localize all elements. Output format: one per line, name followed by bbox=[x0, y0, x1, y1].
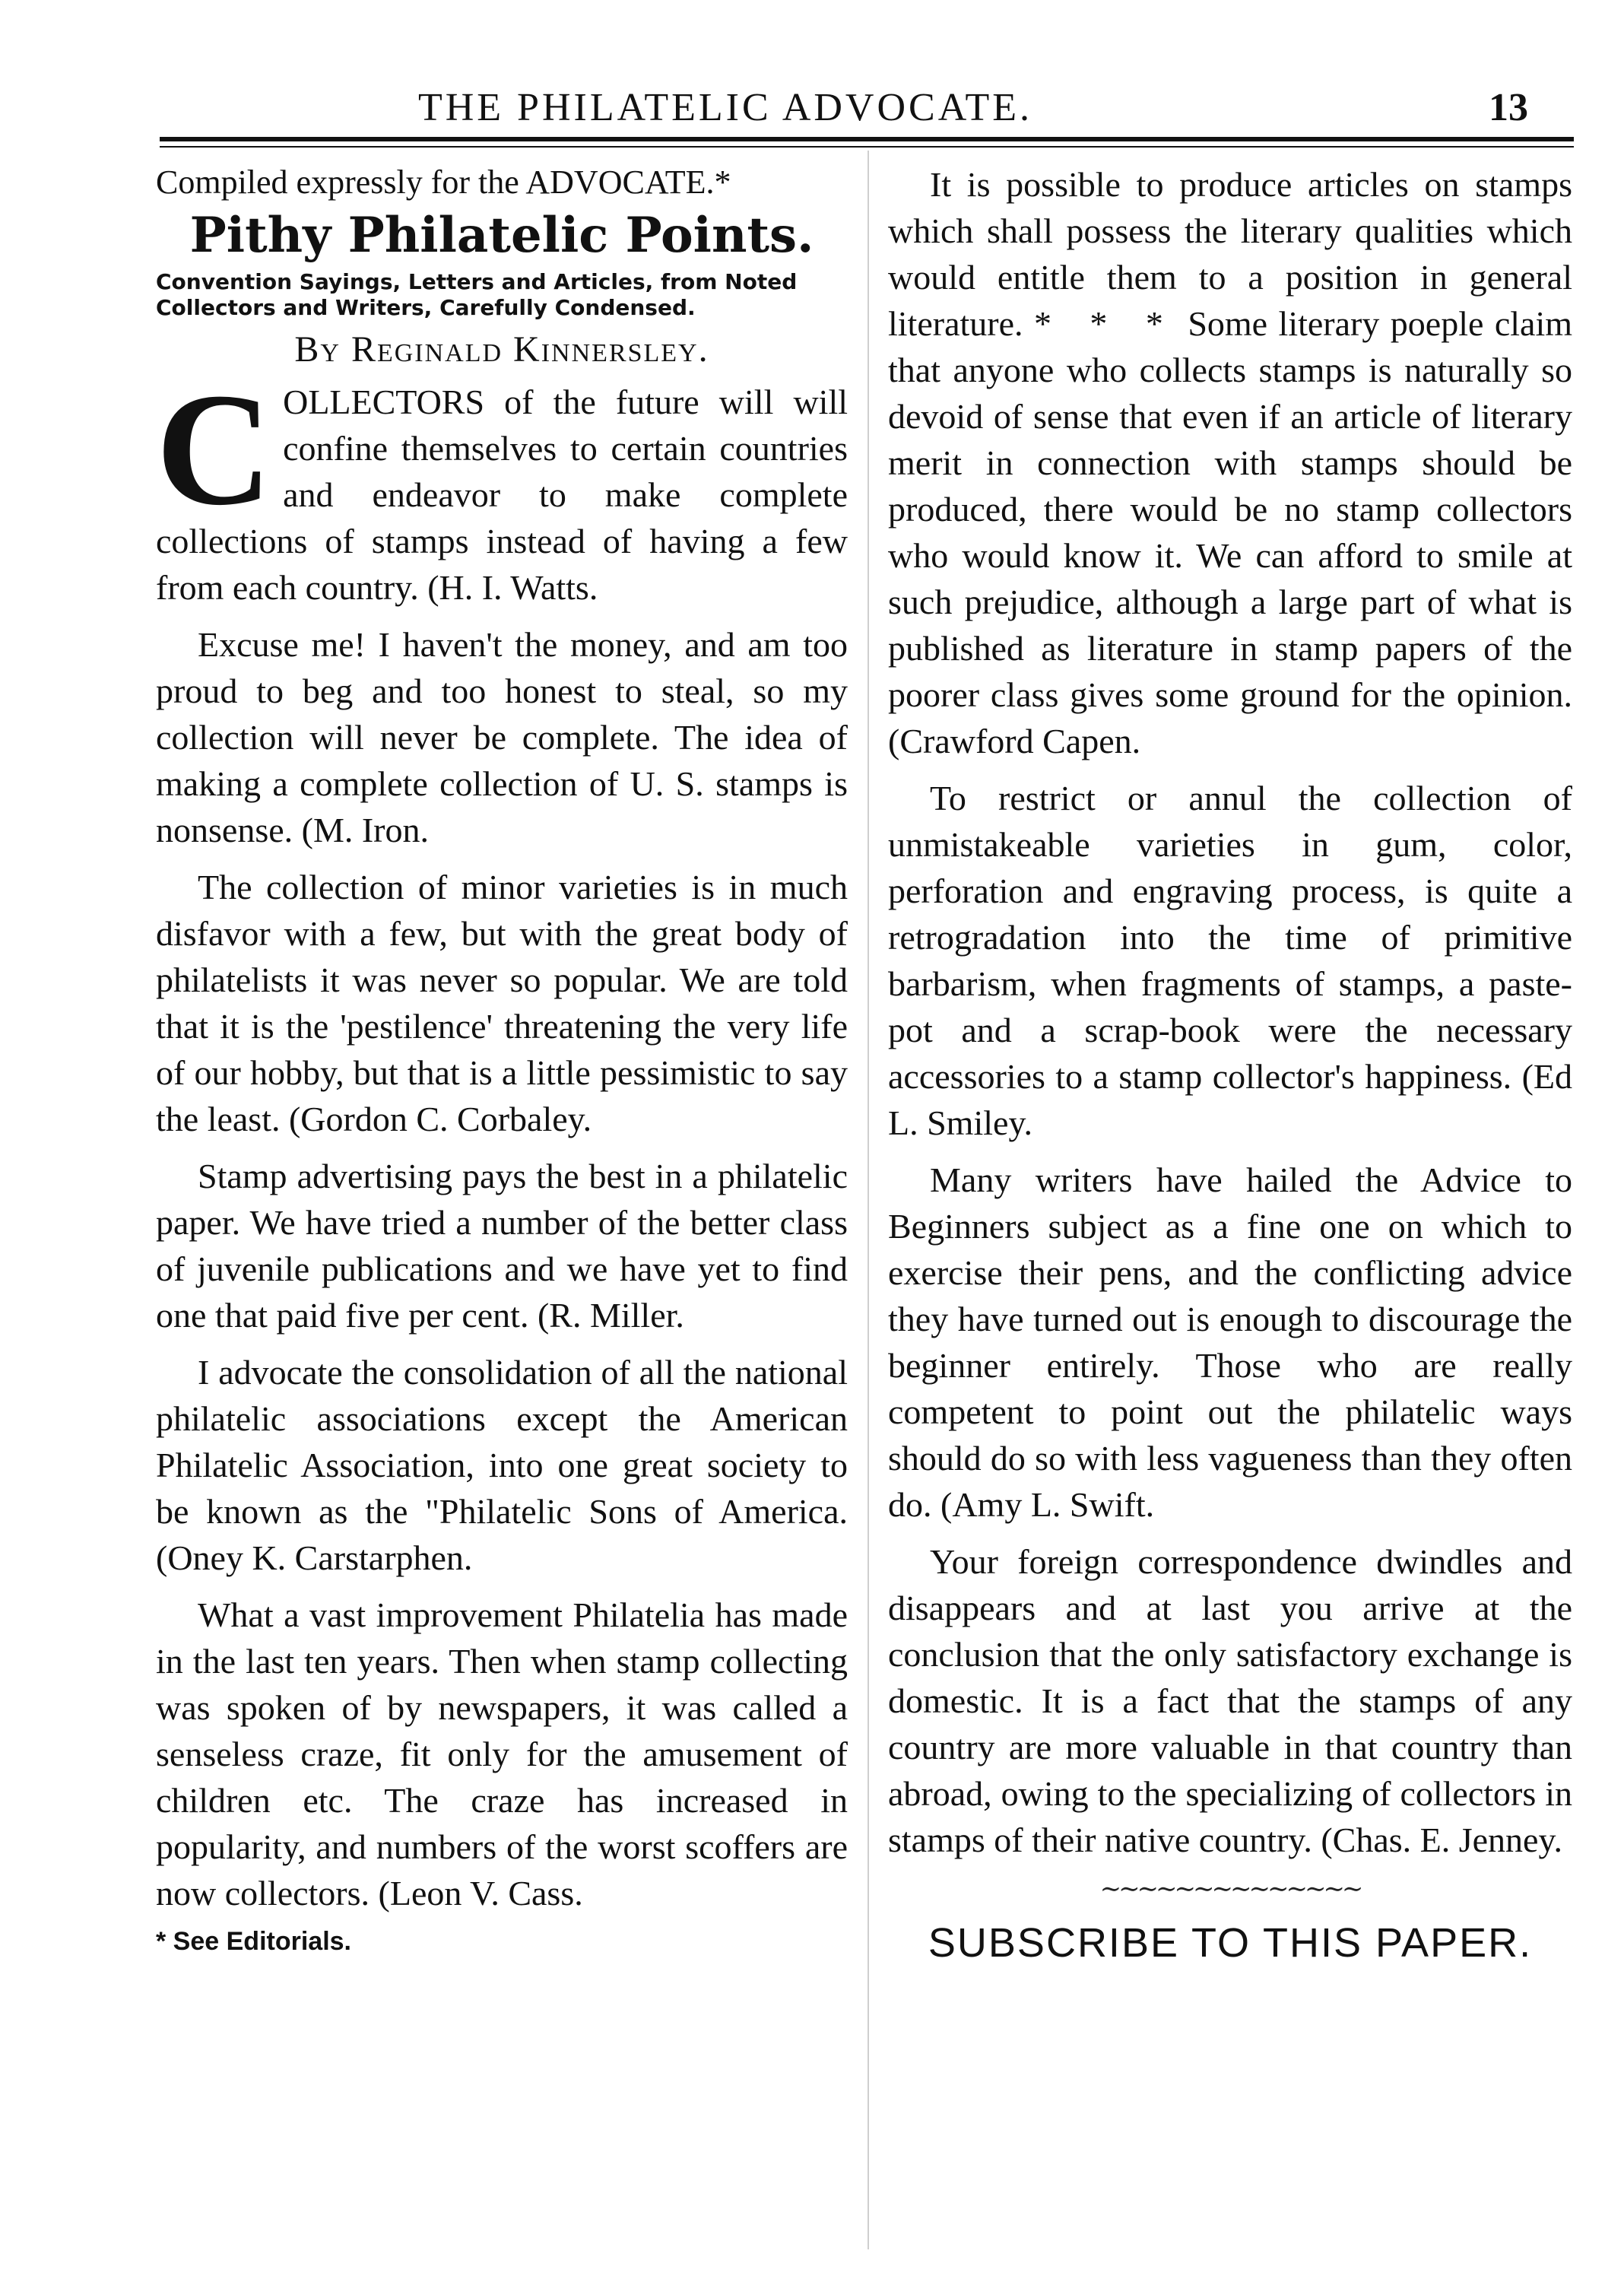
paragraph-swift: Many writers have hailed the Advice to Beginners subject as a fine one on which to exercise their pens, and the conflicting advice they have turned out is enough to discourage the beginner entirely. Those who are really competent to point out the philatelic ways should do so with less vagueness than they often do. (Amy L. Swift. bbox=[888, 1160, 1572, 1524]
paragraph-miller: Stamp advertising pays the best in a philatelic paper. We have tried a number of the better class of juvenile publications and we have yet to find one that paid five per cent. (R. Miller. bbox=[156, 1157, 848, 1335]
asterism: * * * bbox=[1033, 304, 1177, 343]
paragraph-text-cont: Some literary poeple claim that anyone who collects stamps is naturally so devoid of sense that even if an article of literary merit in connection with stamps should be produced, there would be no stamp collectors who would know it. We can afford to smile at such prejudice, although a large part of what is published as literature in stamp papers of the poorer class gives some ground for the opinion. (Crawford Capen. bbox=[888, 304, 1573, 760]
compiled-note: Compiled expressly for the ADVOCATE.* bbox=[156, 163, 731, 201]
article-byline: By Reginald Kinnersley. bbox=[294, 329, 709, 370]
paragraph-capen bbox=[888, 161, 1572, 764]
paragraph-iron: Excuse me! I haven't the money, and am too proud to beg and too honest to steal, so my collection will never be complete. The idea of making a complete collection of U. S. stamps is nonsense. (M. Iron. bbox=[156, 625, 848, 849]
header-rule-thin bbox=[160, 146, 1574, 148]
article-subhead: Convention Sayings, Letters and Articles, from Noted Collectors and Writers, Carefully Condensed. bbox=[156, 269, 798, 320]
footnote: * See Editorials. bbox=[156, 1927, 351, 1956]
paragraph-cass: What a vast improvement Philatelia has made in the last ten years. Then when stamp collecting was spoken of by newspapers, it was called a senseless craze, fit only for the amusement of children etc. The craze has increased in popularity, and numbers of the worst scoffers are now collectors. (Leon V. Cass. bbox=[156, 1595, 848, 1912]
paragraph-corbaley: The collection of minor varieties is in much disfavor with a few, but with the great body of philatelists it was never so popular. We are told that it is the 'pestilence' threatening the very life of our hobby, but that is a little pessimistic to say the least. (Gordon C. Corbaley. bbox=[156, 868, 848, 1138]
paragraph-text: It is possible to produce articles on stamps which shall possess the literary qualities which would entitle them to a position in general literature. bbox=[888, 165, 1572, 343]
subscribe-notice: SUBSCRIBE TO THIS PAPER. bbox=[928, 1920, 1533, 1966]
drop-cap: C bbox=[156, 360, 273, 538]
paragraph-text: OLLECTORS of the future will will confine themselves to certain countries and endeavor to make complete collections of stamps instead of having a few from each country. (H. I. Watts. bbox=[156, 382, 848, 607]
right-column bbox=[888, 161, 1572, 1966]
paragraph-smiley: To restrict or annul the collection of unmistakeable varieties in gum, color, perforation and engraving process, is quite a retrogradation into the time of primitive barbarism, when fragments of stamps, a paste-pot and a scrap-book were the necessary accessories to a stamp collector's happiness. (Ed L. Smiley. bbox=[888, 779, 1572, 1142]
paragraph-watts bbox=[156, 360, 848, 611]
wavy-ornament: ∼∼∼∼∼∼∼∼∼∼∼∼∼∼ bbox=[1099, 1875, 1361, 1903]
left-column bbox=[156, 161, 848, 1957]
paragraph-carstarphen: I advocate the consolidation of all the national philatelic associations except the American Philatelic Association, into one great society to be known as the "Philatelic Sons of America. (Oney K. Carstarphen. bbox=[156, 1353, 848, 1577]
header-rule-thick bbox=[160, 137, 1574, 141]
column-separator bbox=[868, 151, 869, 2249]
publication-title: THE PHILATELIC ADVOCATE. bbox=[417, 86, 1033, 129]
article-headline: Pithy Philatelic Points. bbox=[189, 207, 814, 264]
page-number: 13 bbox=[1489, 86, 1528, 129]
running-head bbox=[160, 85, 1574, 138]
paragraph-jenney: Your foreign correspondence dwindles and disappears and at last you arrive at the conclusion that the only satisfactory exchange is domestic. It is a fact that the stamps of any country are more valuable in that country than abroad, owing to the specializing of collectors in stamps of their native country. (Chas. E. Jenney. bbox=[888, 1542, 1572, 1859]
